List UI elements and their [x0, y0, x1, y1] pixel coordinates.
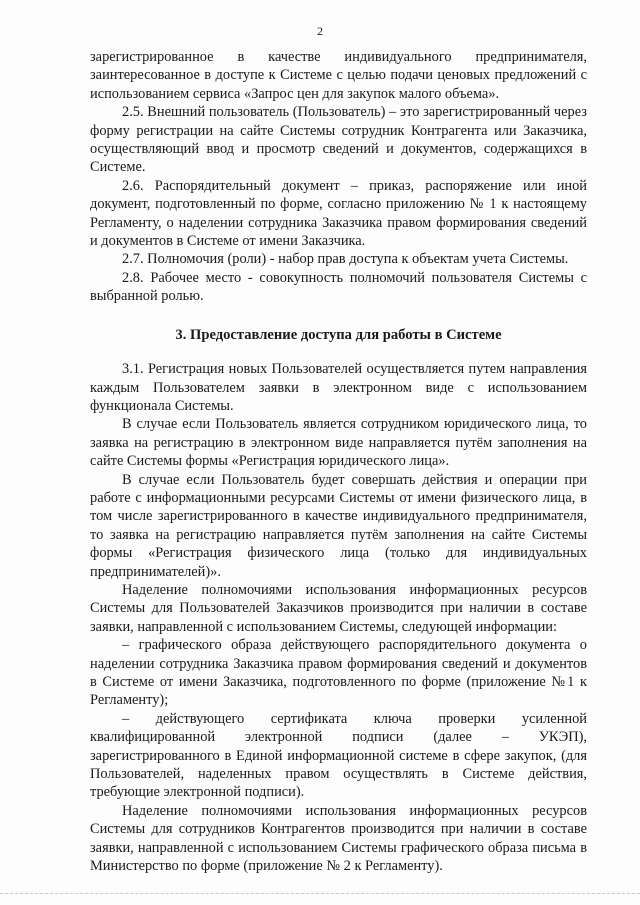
- paragraph-2-4-continuation: зарегистрированное в качестве индивидуального предпринимателя, заинтересованное в доступе к Системе с целью подачи ценовых предложений с использованием сервиса «Запрос цен для закупок малого объема».: [90, 49, 587, 102]
- paragraph-2-6: 2.6. Распорядительный документ – приказ, распоряжение или иной документ, подготовленный по форме, согласно приложению № 1 к настоящему Регламенту, о наделении сотрудника Заказчика правом формирования сведений и документов в Системе от имени Заказчика.: [90, 177, 587, 250]
- paragraph-3-1: 3.1. Регистрация новых Пользователей осуществляется путем направления каждым Пользователем заявки в электронном виде с использованием функционала Системы.: [90, 361, 587, 414]
- scan-edge-line: [0, 893, 640, 894]
- paragraph-legal-entity: В случае если Пользователь является сотрудником юридического лица, то заявка на регистрацию в электронном виде направляется путём заполнения на сайте Системы формы «Регистрация юридического лица».: [90, 416, 587, 470]
- paragraph-2-7: 2.7. Полномочия (роли) - набор прав доступа к объектам учета Системы.: [122, 251, 569, 268]
- paragraph-customer-authority: Наделение полномочиями использования информационных ресурсов Системы для Пользователей Заказчиков производится при наличии в составе заявки, направленной с использованием Системы, следующей информации:: [90, 581, 587, 635]
- list-item-certificate: – действующего сертификата ключа проверки усиленной квалифицированной электронной подписи (далее – УКЭП), зарегистрированного в Единой информационной системе в сфере закупок, (для Пользователей, наделенных правом осуществлять в Системе действия, требующие электронной подписи).: [90, 710, 587, 801]
- section-3-heading: 3. Предоставление доступа для работы в Системе: [175, 326, 502, 343]
- paragraph-individual: В случае если Пользователь будет совершать действия и операции при работе с информационными ресурсами Системы от имени физического лица, в том числе зарегистрированного в качестве индивидуального предпринимателя, то заявка на регистрацию направляется путём заполнения на сайте Системы формы «Регистрация физического лица (только для индивидуальных предпринимателей)».: [90, 471, 587, 580]
- document-body: [90, 48, 587, 875]
- list-item-order-document: – графического образа действующего распорядительного документа о наделении сотрудника Заказчика правом формирования сведений и документов в Системе от имени Заказчика, подготовленного по форме (приложение №1 к Регламенту);: [90, 637, 587, 709]
- paragraph-2-8: 2.8. Рабочее место - совокупность полномочий пользователя Системы с выбранной ролью.: [90, 269, 587, 305]
- page-number: 2: [317, 24, 323, 38]
- paragraph-2-5: 2.5. Внешний пользователь (Пользователь) – это зарегистрированный через форму регистрации на сайте Системы сотрудник Контрагента или Заказчика, осуществляющий ввод и просмотр сведений и документов, содержащихся в Системе.: [90, 104, 587, 176]
- paragraph-contractor-authority: Наделение полномочиями использования информационных ресурсов Системы для сотрудников Контрагентов производится при наличии в составе заявки, направленной с использованием Системы графического образа письма в Министерство по форме (приложение № 2 к Регламенту).: [90, 802, 587, 875]
